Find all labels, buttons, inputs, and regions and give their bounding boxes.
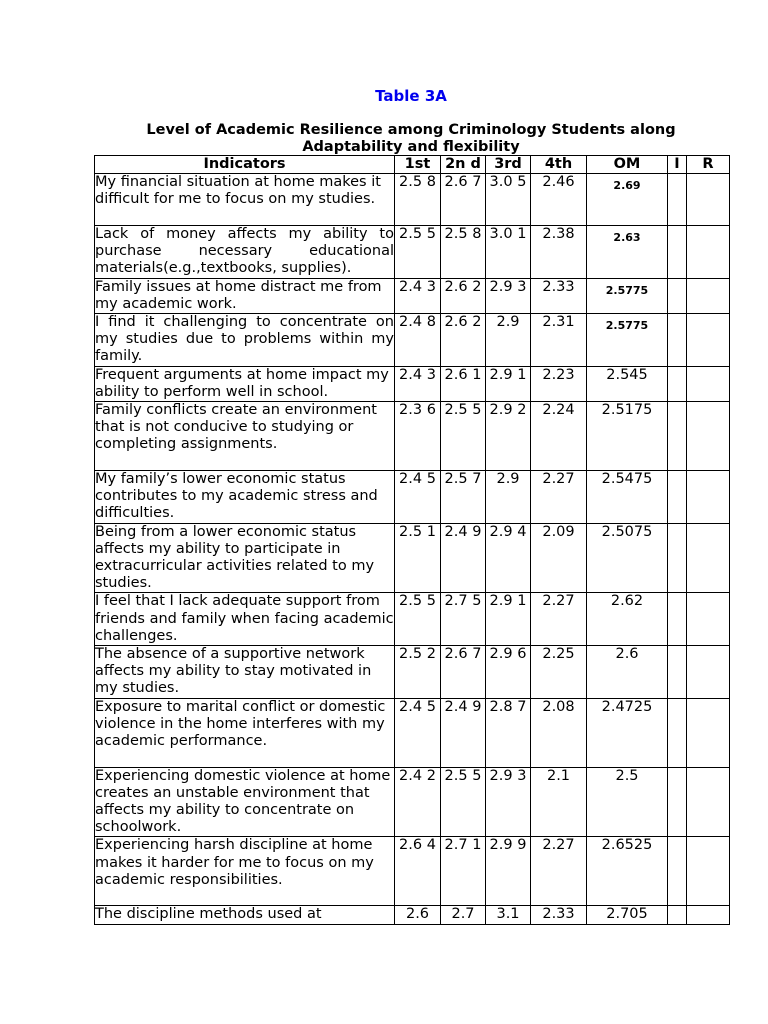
r-cell	[687, 402, 730, 471]
r-cell	[687, 314, 730, 367]
r-cell	[687, 698, 730, 767]
q3-cell: 2.9 2	[486, 402, 531, 471]
q1-cell: 2.6 4	[395, 837, 441, 906]
q4-cell: 2.1	[531, 767, 587, 837]
r-cell	[687, 366, 730, 401]
om-cell: 2.4725	[587, 698, 668, 767]
i-cell	[668, 698, 687, 767]
q4-cell: 2.27	[531, 471, 587, 524]
resilience-table	[94, 155, 730, 925]
om-cell: 2.5075	[587, 523, 668, 593]
i-cell	[668, 767, 687, 837]
i-cell	[668, 646, 687, 699]
i-cell	[668, 402, 687, 471]
q2-cell: 2.5 5	[441, 767, 486, 837]
table-row	[95, 314, 730, 367]
q2-cell: 2.5 8	[441, 226, 486, 279]
q3-cell: 2.9	[486, 314, 531, 367]
q4-cell: 2.25	[531, 646, 587, 699]
i-cell	[668, 226, 687, 279]
table-row	[95, 593, 730, 646]
r-cell	[687, 523, 730, 593]
indicator-cell: Lack of money affects my ability to purchase necessary educational materials(e.g.,textbooks, supplies).	[95, 226, 394, 277]
q4-cell: 2.38	[531, 226, 587, 279]
q4-cell: 2.08	[531, 698, 587, 767]
q1-cell: 2.5 2	[395, 646, 441, 699]
om-cell: 2.62	[587, 593, 668, 646]
q1-cell: 2.3 6	[395, 402, 441, 471]
header-om: OM	[587, 156, 668, 174]
indicator-cell: Exposure to marital conflict or domestic violence in the home interferes with my academic performance.	[95, 698, 395, 767]
header-q3: 3rd	[486, 156, 531, 174]
q3-cell: 2.9 3	[486, 278, 531, 313]
q1-cell: 2.5 5	[395, 593, 441, 646]
om-cell: 2.63	[587, 226, 668, 279]
indicator-cell: My family’s lower economic status contributes to my academic stress and difficulties.	[95, 471, 395, 524]
i-cell	[668, 366, 687, 401]
i-cell	[668, 593, 687, 646]
i-cell	[668, 906, 687, 924]
q3-cell: 2.9	[486, 471, 531, 524]
q3-cell: 3.0 5	[486, 174, 531, 226]
q4-cell: 2.23	[531, 366, 587, 401]
r-cell	[687, 593, 730, 646]
q2-cell: 2.4 9	[441, 523, 486, 593]
q1-cell: 2.4 5	[395, 471, 441, 524]
indicator-cell: The absence of a supportive network affects my ability to stay motivated in my studies.	[95, 646, 395, 699]
table-row	[95, 366, 730, 401]
indicator-cell: Frequent arguments at home impact my ability to perform well in school.	[95, 366, 395, 401]
om-cell: 2.5175	[587, 402, 668, 471]
q4-cell: 2.27	[531, 593, 587, 646]
r-cell	[687, 767, 730, 837]
q4-cell: 2.24	[531, 402, 587, 471]
q1-cell: 2.5 8	[395, 174, 441, 226]
q2-cell: 2.5 7	[441, 471, 486, 524]
om-cell: 2.705	[587, 906, 668, 924]
q2-cell: 2.6 2	[441, 278, 486, 313]
indicator-cell: Family conflicts create an environment that is not conducive to studying or completing assignments.	[95, 402, 395, 471]
header-i: I	[668, 156, 687, 174]
i-cell	[668, 837, 687, 906]
table-title: Level of Academic Resilience among Criminology Students along Adaptability and flexibility	[146, 122, 676, 155]
header-q2: 2n d	[441, 156, 486, 174]
q1-cell: 2.4 3	[395, 366, 441, 401]
table-row	[95, 471, 730, 524]
q3-cell: 2.9 1	[486, 593, 531, 646]
indicator-cell: I feel that I lack adequate support from friends and family when facing academic challenges.	[95, 593, 394, 644]
indicator-cell: The discipline methods used at	[95, 906, 395, 924]
q2-cell: 2.6 7	[441, 174, 486, 226]
q4-cell: 2.33	[531, 906, 587, 924]
q4-cell: 2.27	[531, 837, 587, 906]
indicator-cell: I find it challenging to concentrate on my studies due to problems within my family.	[95, 314, 394, 365]
table-row	[95, 226, 730, 279]
table-number: Table 3A	[375, 87, 447, 105]
q3-cell: 3.0 1	[486, 226, 531, 279]
indicator-cell: Family issues at home distract me from my academic work.	[95, 278, 395, 313]
q4-cell: 2.09	[531, 523, 587, 593]
table-row	[95, 402, 730, 471]
i-cell	[668, 174, 687, 226]
om-cell: 2.5	[587, 767, 668, 837]
table-row	[95, 646, 730, 699]
r-cell	[687, 278, 730, 313]
q3-cell: 2.9 3	[486, 767, 531, 837]
om-cell: 2.545	[587, 366, 668, 401]
r-cell	[687, 471, 730, 524]
q1-cell: 2.5 1	[395, 523, 441, 593]
q2-cell: 2.7 5	[441, 593, 486, 646]
indicator-cell: Experiencing domestic violence at home creates an unstable environment that affects my ability to concentrate on schoolwork.	[95, 767, 395, 837]
q4-cell: 2.33	[531, 278, 587, 313]
i-cell	[668, 471, 687, 524]
r-cell	[687, 646, 730, 699]
q2-cell: 2.7	[441, 906, 486, 924]
q3-cell: 2.9 6	[486, 646, 531, 699]
table-row	[95, 906, 730, 924]
r-cell	[687, 906, 730, 924]
q2-cell: 2.6 2	[441, 314, 486, 367]
q1-cell: 2.5 5	[395, 226, 441, 279]
q2-cell: 2.7 1	[441, 837, 486, 906]
q1-cell: 2.4 3	[395, 278, 441, 313]
q1-cell: 2.4 8	[395, 314, 441, 367]
q3-cell: 2.9 9	[486, 837, 531, 906]
table-row	[95, 837, 730, 906]
header-r: R	[687, 156, 730, 174]
q1-cell: 2.6	[395, 906, 441, 924]
q4-cell: 2.46	[531, 174, 587, 226]
header-row	[95, 156, 730, 174]
i-cell	[668, 278, 687, 313]
r-cell	[687, 837, 730, 906]
om-cell: 2.6	[587, 646, 668, 699]
q1-cell: 2.4 5	[395, 698, 441, 767]
q2-cell: 2.6 7	[441, 646, 486, 699]
r-cell	[687, 174, 730, 226]
q2-cell: 2.4 9	[441, 698, 486, 767]
table-row	[95, 278, 730, 313]
q3-cell: 2.9 4	[486, 523, 531, 593]
q2-cell: 2.5 5	[441, 402, 486, 471]
indicator-cell: My financial situation at home makes it difficult for me to focus on my studies.	[95, 174, 395, 226]
table-row	[95, 523, 730, 593]
header-q4: 4th	[531, 156, 587, 174]
r-cell	[687, 226, 730, 279]
om-cell: 2.6525	[587, 837, 668, 906]
indicator-cell: Experiencing harsh discipline at home makes it harder for me to focus on my academic responsibilities.	[95, 837, 395, 906]
om-cell: 2.5775	[587, 314, 668, 367]
q1-cell: 2.4 2	[395, 767, 441, 837]
q3-cell: 2.8 7	[486, 698, 531, 767]
table-row	[95, 174, 730, 226]
i-cell	[668, 314, 687, 367]
header-indicators: Indicators	[95, 156, 395, 174]
q4-cell: 2.31	[531, 314, 587, 367]
indicator-cell: Being from a lower economic status affects my ability to participate in extracurricular activities related to my studies.	[95, 523, 395, 593]
q3-cell: 2.9 1	[486, 366, 531, 401]
q2-cell: 2.6 1	[441, 366, 486, 401]
om-cell: 2.5775	[587, 278, 668, 313]
table-row	[95, 698, 730, 767]
table-row	[95, 767, 730, 837]
header-q1: 1st	[395, 156, 441, 174]
om-cell: 2.5475	[587, 471, 668, 524]
i-cell	[668, 523, 687, 593]
om-cell: 2.69	[587, 174, 668, 226]
q3-cell: 3.1	[486, 906, 531, 924]
